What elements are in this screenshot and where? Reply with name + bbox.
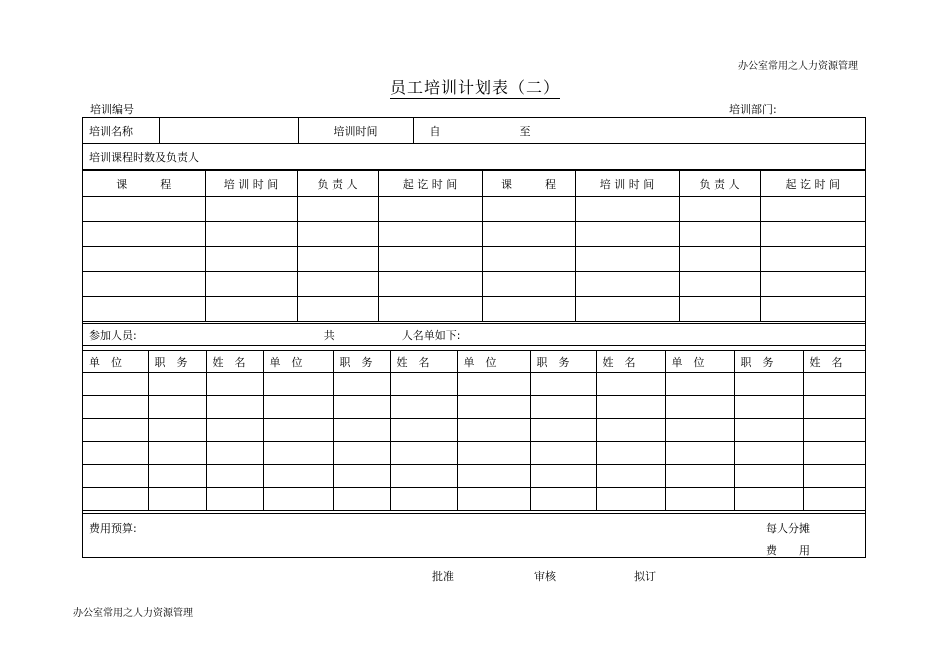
participant-cell[interactable] xyxy=(665,488,734,511)
header-note: 办公室常用之人力资源管理 xyxy=(738,61,858,72)
participant-cell[interactable] xyxy=(148,488,206,511)
course-header-cell: 培 训 时 间 xyxy=(575,171,679,197)
course-header-cell: 起 讫 时 间 xyxy=(760,171,865,197)
participant-cell[interactable] xyxy=(83,419,148,442)
participants-row xyxy=(83,323,865,346)
participant-cell[interactable] xyxy=(83,396,148,419)
training-info-table xyxy=(83,118,865,170)
course-cell[interactable] xyxy=(378,297,482,322)
participant-cell[interactable] xyxy=(530,373,596,396)
course-cell[interactable] xyxy=(679,247,760,272)
course-cell[interactable] xyxy=(482,272,575,297)
participant-row xyxy=(83,396,865,419)
participant-header-cell: 职 务 xyxy=(734,351,803,373)
participant-cell[interactable] xyxy=(530,442,596,465)
course-cell[interactable] xyxy=(679,197,760,222)
participant-cell[interactable] xyxy=(333,465,390,488)
participant-cell[interactable] xyxy=(206,465,263,488)
course-header-cell: 培 训 时 间 xyxy=(205,171,297,197)
course-cell[interactable] xyxy=(679,272,760,297)
participant-header-cell: 姓 名 xyxy=(390,351,457,373)
course-header-cell: 负 责 人 xyxy=(297,171,378,197)
participant-cell[interactable] xyxy=(263,465,333,488)
participant-cell[interactable] xyxy=(148,396,206,419)
course-cell[interactable] xyxy=(83,197,205,222)
participant-header-cell: 职 务 xyxy=(333,351,390,373)
course-cell[interactable] xyxy=(760,197,865,222)
course-row xyxy=(83,197,865,222)
participant-cell[interactable] xyxy=(390,373,457,396)
course-cell[interactable] xyxy=(205,297,297,322)
draft-label: 拟订 xyxy=(634,570,656,583)
course-cell[interactable] xyxy=(679,297,760,322)
course-cell[interactable] xyxy=(297,272,378,297)
participant-header-cell: 姓 名 xyxy=(803,351,865,373)
course-cell[interactable] xyxy=(760,297,865,322)
course-cell[interactable] xyxy=(378,247,482,272)
course-row xyxy=(83,222,865,247)
participant-header-cell: 职 务 xyxy=(530,351,596,373)
participant-header-cell: 单 位 xyxy=(83,351,148,373)
course-cell[interactable] xyxy=(575,197,679,222)
participant-cell[interactable] xyxy=(333,442,390,465)
course-table xyxy=(83,170,865,322)
participant-cell[interactable] xyxy=(206,419,263,442)
course-header-cell: 课 程 xyxy=(482,171,575,197)
participant-cell[interactable] xyxy=(457,373,530,396)
footer-note: 办公室常用之人力资源管理 xyxy=(73,608,193,619)
training-name-label: 培训名称 xyxy=(83,118,159,144)
course-header-cell: 起 讫 时 间 xyxy=(378,171,482,197)
participant-cell[interactable] xyxy=(333,373,390,396)
participant-cell[interactable] xyxy=(596,442,665,465)
participants-total-label: 共 xyxy=(323,328,335,342)
participant-cell[interactable] xyxy=(83,442,148,465)
training-time-field[interactable] xyxy=(413,118,865,144)
per-person-fee-label: 费 用 xyxy=(766,544,810,557)
participants-label: 参加人员: xyxy=(89,328,137,342)
participant-cell[interactable] xyxy=(665,373,734,396)
course-cell[interactable] xyxy=(297,297,378,322)
course-cell[interactable] xyxy=(378,197,482,222)
participant-cell[interactable] xyxy=(596,465,665,488)
course-cell[interactable] xyxy=(378,222,482,247)
participant-row xyxy=(83,488,865,511)
participant-cell[interactable] xyxy=(206,442,263,465)
participant-cell[interactable] xyxy=(530,488,596,511)
from-label: 自 xyxy=(429,124,441,138)
participant-cell[interactable] xyxy=(665,442,734,465)
course-cell[interactable] xyxy=(575,247,679,272)
course-cell[interactable] xyxy=(482,297,575,322)
participant-cell[interactable] xyxy=(734,419,803,442)
budget-row xyxy=(83,513,865,558)
participant-cell[interactable] xyxy=(148,419,206,442)
participant-cell[interactable] xyxy=(803,373,865,396)
course-header-cell: 课 程 xyxy=(83,171,205,197)
course-cell[interactable] xyxy=(378,272,482,297)
course-cell[interactable] xyxy=(83,272,205,297)
course-cell[interactable] xyxy=(482,247,575,272)
course-header-cell: 负 责 人 xyxy=(679,171,760,197)
participant-cell[interactable] xyxy=(148,373,206,396)
participant-cell[interactable] xyxy=(206,488,263,511)
course-cell[interactable] xyxy=(297,222,378,247)
participant-cell[interactable] xyxy=(596,488,665,511)
participant-header-cell: 职 务 xyxy=(148,351,206,373)
participant-cell[interactable] xyxy=(333,396,390,419)
participant-cell[interactable] xyxy=(263,442,333,465)
training-dept-label: 培训部门: xyxy=(729,103,777,116)
form-frame xyxy=(82,117,866,558)
participant-cell[interactable] xyxy=(457,396,530,419)
participant-cell[interactable] xyxy=(206,373,263,396)
participant-row xyxy=(83,465,865,488)
participant-cell[interactable] xyxy=(596,419,665,442)
training-time-label: 培训时间 xyxy=(298,118,413,144)
participant-cell[interactable] xyxy=(390,465,457,488)
participant-cell[interactable] xyxy=(263,488,333,511)
participant-cell[interactable] xyxy=(596,396,665,419)
participant-cell[interactable] xyxy=(596,373,665,396)
participant-cell[interactable] xyxy=(457,488,530,511)
course-cell[interactable] xyxy=(482,222,575,247)
participant-cell[interactable] xyxy=(734,373,803,396)
participant-cell[interactable] xyxy=(530,419,596,442)
training-no-label: 培训编号 xyxy=(90,103,134,116)
participant-cell[interactable] xyxy=(333,419,390,442)
participant-table xyxy=(83,350,865,511)
participant-cell[interactable] xyxy=(530,396,596,419)
course-cell[interactable] xyxy=(205,247,297,272)
participant-cell[interactable] xyxy=(206,396,263,419)
course-cell[interactable] xyxy=(83,297,205,322)
participant-header-cell: 姓 名 xyxy=(206,351,263,373)
course-cell[interactable] xyxy=(482,197,575,222)
course-cell[interactable] xyxy=(760,247,865,272)
course-cell[interactable] xyxy=(575,297,679,322)
course-cell[interactable] xyxy=(575,272,679,297)
participant-cell[interactable] xyxy=(665,465,734,488)
participant-row xyxy=(83,373,865,396)
participant-cell[interactable] xyxy=(457,465,530,488)
course-cell[interactable] xyxy=(297,197,378,222)
course-cell[interactable] xyxy=(760,272,865,297)
course-cell[interactable] xyxy=(575,222,679,247)
participant-cell[interactable] xyxy=(803,442,865,465)
course-row xyxy=(83,297,865,322)
per-person-label: 每人分摊 xyxy=(766,522,810,535)
participant-cell[interactable] xyxy=(530,465,596,488)
course-cell[interactable] xyxy=(760,222,865,247)
participant-cell[interactable] xyxy=(390,488,457,511)
participant-cell[interactable] xyxy=(803,465,865,488)
participant-cell[interactable] xyxy=(333,488,390,511)
participant-cell[interactable] xyxy=(263,419,333,442)
participant-cell[interactable] xyxy=(390,442,457,465)
course-cell[interactable] xyxy=(83,222,205,247)
participants-names-label: 人名单如下: xyxy=(401,328,461,342)
course-cell[interactable] xyxy=(679,222,760,247)
participant-cell[interactable] xyxy=(803,419,865,442)
participant-cell[interactable] xyxy=(263,373,333,396)
participant-row xyxy=(83,442,865,465)
participant-header-cell: 姓 名 xyxy=(596,351,665,373)
participant-cell[interactable] xyxy=(83,488,148,511)
course-cell[interactable] xyxy=(205,222,297,247)
participant-cell[interactable] xyxy=(665,396,734,419)
course-cell[interactable] xyxy=(297,247,378,272)
participant-cell[interactable] xyxy=(83,465,148,488)
training-name-field[interactable] xyxy=(159,118,298,144)
participant-row xyxy=(83,419,865,442)
participant-cell[interactable] xyxy=(734,442,803,465)
approve-label: 批准 xyxy=(432,570,454,583)
course-cell[interactable] xyxy=(205,197,297,222)
review-label: 审核 xyxy=(534,570,556,583)
participant-cell[interactable] xyxy=(734,465,803,488)
participant-cell[interactable] xyxy=(803,396,865,419)
participant-cell[interactable] xyxy=(665,419,734,442)
participant-cell[interactable] xyxy=(148,465,206,488)
course-row xyxy=(83,247,865,272)
participant-header-cell: 单 位 xyxy=(263,351,333,373)
participant-cell[interactable] xyxy=(263,396,333,419)
course-row xyxy=(83,272,865,297)
participant-header-cell: 单 位 xyxy=(457,351,530,373)
budget-label: 费用预算: xyxy=(89,522,137,535)
participant-cell[interactable] xyxy=(803,488,865,511)
participant-cell[interactable] xyxy=(390,419,457,442)
page-title: 员工培训计划表（二） xyxy=(389,78,560,97)
participant-cell[interactable] xyxy=(734,488,803,511)
to-label: 至 xyxy=(519,124,531,138)
course-cell[interactable] xyxy=(83,247,205,272)
participant-cell[interactable] xyxy=(390,396,457,419)
participant-cell[interactable] xyxy=(83,373,148,396)
participant-header-cell: 单 位 xyxy=(665,351,734,373)
participant-cell[interactable] xyxy=(457,419,530,442)
participant-cell[interactable] xyxy=(734,396,803,419)
course-section-label: 培训课程时数及负责人 xyxy=(83,144,865,170)
participant-cell[interactable] xyxy=(148,442,206,465)
course-cell[interactable] xyxy=(205,272,297,297)
participant-cell[interactable] xyxy=(457,442,530,465)
